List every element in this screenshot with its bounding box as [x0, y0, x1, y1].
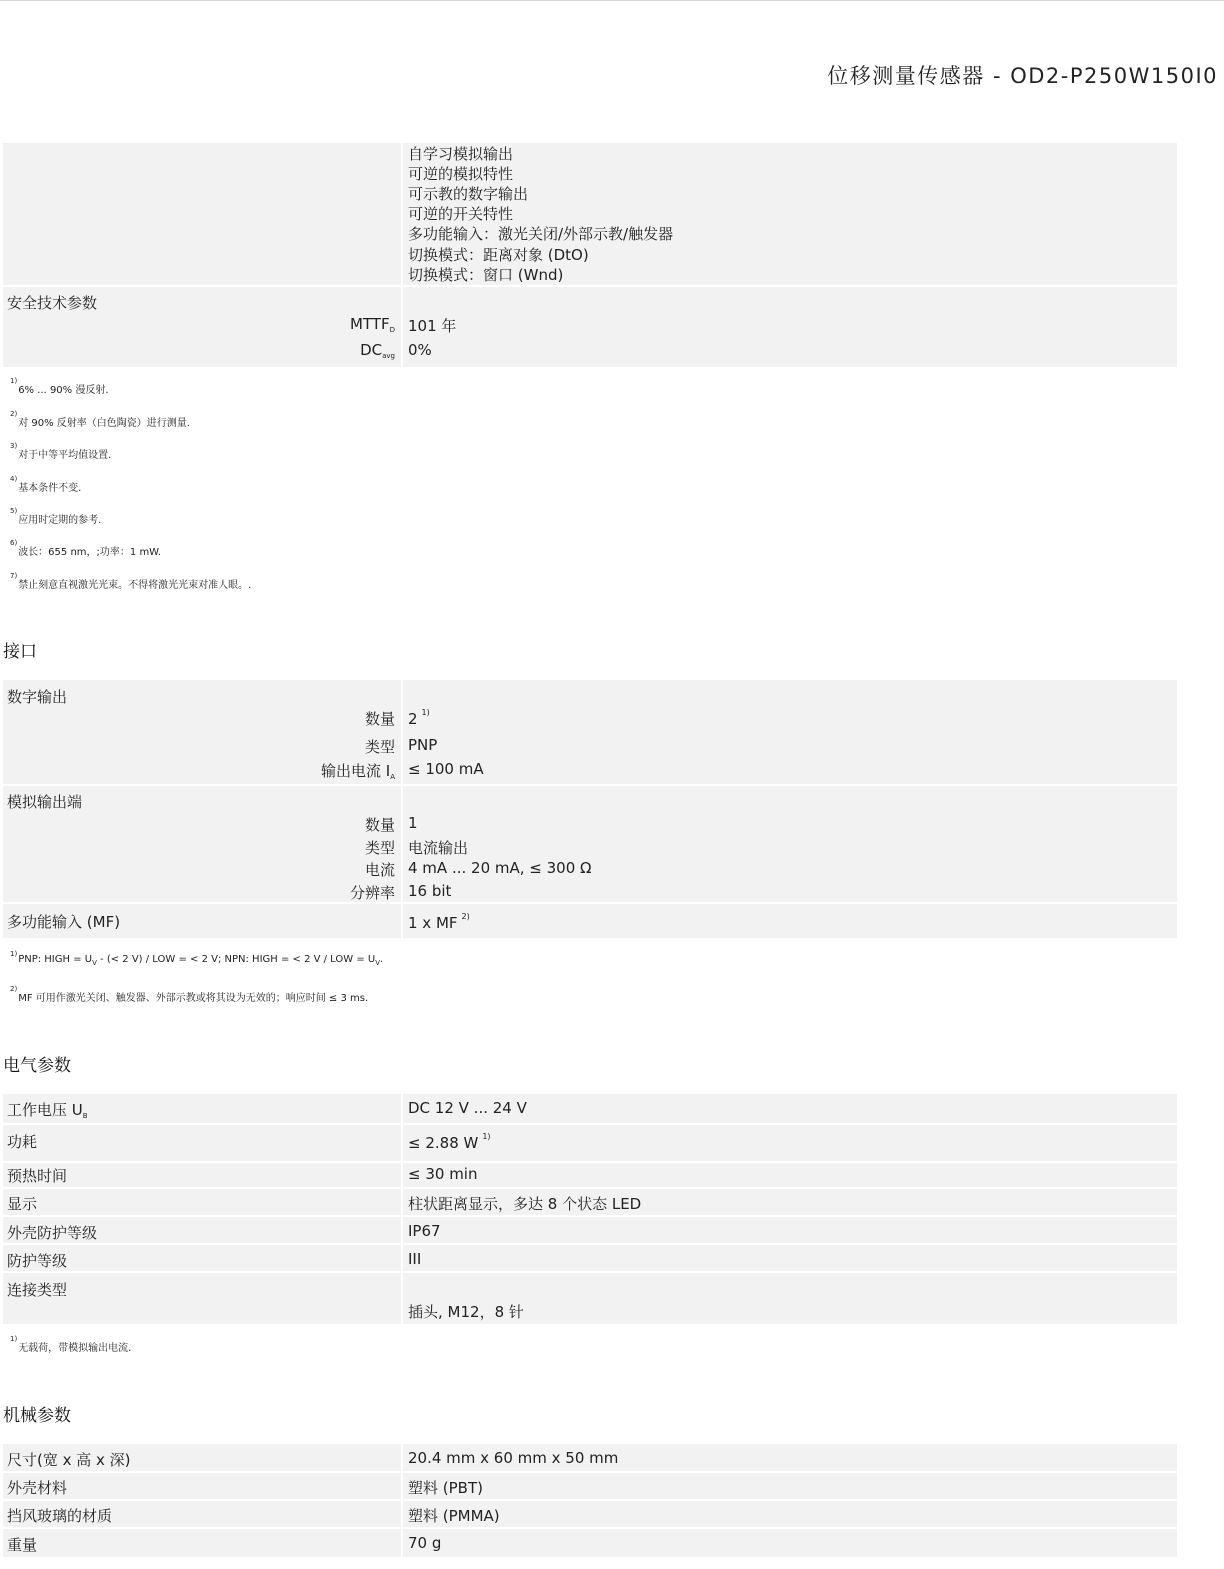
analog-current-value: 4 mA ... 20 mA, ≤ 300 Ω: [408, 859, 592, 877]
table-row: [3, 1245, 1177, 1271]
safety-title: 安全技术参数: [7, 294, 98, 312]
housing-material-label: 外壳材料: [7, 1479, 68, 1497]
feature-item: 切换模式：距离对象 (DtO): [408, 246, 589, 264]
analog-output-title: 模拟输出端: [7, 793, 83, 811]
window-material-value: 塑料 (PMMA): [408, 1507, 500, 1525]
voltage-label: 工作电压 $U_B$: [7, 1101, 88, 1120]
dc-label: $DC_{avg}$: [360, 341, 395, 360]
footnote: $^{2)}$对 90% 反射率（白色陶瓷）进行测量.: [10, 410, 190, 429]
dimensions-value: 20.4 mm x 60 mm x 50 mm: [408, 1449, 619, 1467]
footnote: $^{6)}$波长：655 nm，;功率：1 mW.: [10, 539, 162, 558]
warmup-label: 预热时间: [7, 1167, 68, 1185]
connection-label: 连接类型: [7, 1281, 68, 1299]
mf-input-value: 1 x MF $^{2)}$: [408, 912, 470, 932]
window-material-label: 挡风玻璃的材质: [7, 1507, 113, 1525]
dimensions-label: 尺寸(宽 x 高 x 深): [7, 1451, 131, 1469]
feature-item: 切换模式：窗口 (Wnd): [408, 266, 564, 284]
digital-output-title: 数字输出: [7, 688, 68, 706]
features-block: [3, 143, 1177, 285]
column-separator: [401, 1094, 403, 1324]
section-heading-interface: 接口: [3, 642, 37, 662]
section-heading-electrical: 电气参数: [3, 1056, 71, 1076]
table-row: [3, 1273, 1177, 1324]
housing-rating-label: 外壳防护等级: [7, 1224, 98, 1242]
feature-item: 多功能输入：激光关闭/外部示教/触发器: [408, 225, 674, 243]
digital-count-value: 2 $^{1)}$: [408, 708, 430, 728]
table-row: [3, 1473, 1177, 1499]
column-separator: [401, 143, 403, 285]
table-row: [3, 1125, 1177, 1161]
table-row: [3, 1217, 1177, 1243]
mttf-label: $MTTF_D$: [349, 315, 395, 334]
digital-type-value: PNP: [408, 736, 438, 754]
footnote: $^{4)}$基本条件不变.: [10, 475, 82, 494]
safety-block: [3, 287, 1177, 367]
top-border: [0, 0, 1224, 1]
housing-rating-value: IP67: [408, 1222, 441, 1240]
mttf-value: 101 年: [408, 317, 457, 335]
power-value: ≤ 2.88 W $^{1)}$: [408, 1132, 491, 1152]
feature-item: 可逆的模拟特性: [408, 165, 514, 183]
column-separator: [401, 1444, 403, 1557]
column-separator: [401, 904, 403, 938]
footnote: $^{1)}$6% ... 90% 漫反射.: [10, 377, 109, 396]
weight-label: 重量: [7, 1536, 38, 1554]
digital-count-label: 数量: [364, 710, 395, 728]
digital-current-value: ≤ 100 mA: [408, 760, 484, 778]
voltage-value: DC 12 V ... 24 V: [408, 1099, 527, 1117]
housing-material-value: 塑料 (PBT): [408, 1479, 483, 1497]
protection-class-value: III: [408, 1250, 422, 1268]
analog-resolution-label: 分辨率: [349, 884, 395, 902]
warmup-value: ≤ 30 min: [408, 1165, 478, 1183]
feature-item: 可示教的数字输出: [408, 185, 529, 203]
footnote: $^{2)}$MF 可用作激光关闭、触发器、外部示教或将其设为无效的；响应时间 ≤ 3 ms.: [10, 985, 369, 1004]
footnote: $^{7)}$禁止刻意直视激光光束。不得将激光光束对准人眼。.: [10, 572, 252, 591]
column-separator: [401, 680, 403, 784]
table-row: [3, 1501, 1177, 1527]
column-separator: [401, 786, 403, 902]
display-label: 显示: [7, 1195, 38, 1213]
analog-count-value: 1: [408, 814, 418, 832]
analog-resolution-value: 16 bit: [408, 882, 452, 900]
mf-input-label: 多功能输入 (MF): [7, 913, 121, 931]
feature-item: 自学习模拟输出: [408, 145, 514, 163]
dc-value: 0%: [408, 341, 432, 359]
analog-count-label: 数量: [364, 816, 395, 834]
table-row: [3, 1529, 1177, 1557]
footnote: $^{1)}$无载荷，带模拟输出电流.: [10, 1335, 132, 1354]
section-heading-mechanical: 机械参数: [3, 1406, 71, 1426]
protection-class-label: 防护等级: [7, 1252, 68, 1270]
column-separator: [401, 287, 403, 367]
digital-output-block: [3, 680, 1177, 784]
digital-type-label: 类型: [364, 738, 395, 756]
footnote: $^{3)}$对于中等平均值设置.: [10, 442, 112, 461]
table-row: [3, 1094, 1177, 1123]
table-row: [3, 1163, 1177, 1187]
weight-value: 70 g: [408, 1534, 442, 1552]
analog-output-block: [3, 786, 1177, 902]
analog-type-value: 电流输出: [408, 839, 469, 857]
page-title: 位移测量传感器 - OD2-P250W150I0: [827, 64, 1218, 88]
digital-current-label: 输出电流 $I_A$: [321, 762, 395, 781]
display-value: 柱状距离显示，多达 8 个状态 LED: [408, 1195, 642, 1213]
footnote: $^{1)}$PNP: HIGH = $U_V$ - (< 2 V) / LOW = < 2 V; NPN: HIGH = < 2 V / LOW = $U_V$.: [10, 950, 384, 967]
connection-value: 插头, M12，8 针: [408, 1303, 524, 1321]
feature-item: 可逆的开关特性: [408, 205, 514, 223]
footnote: $^{5)}$应用时定期的参考.: [10, 507, 102, 526]
analog-current-label: 电流: [364, 861, 395, 879]
analog-type-label: 类型: [364, 839, 395, 857]
mf-input-block: [3, 904, 1177, 938]
power-label: 功耗: [7, 1133, 38, 1151]
